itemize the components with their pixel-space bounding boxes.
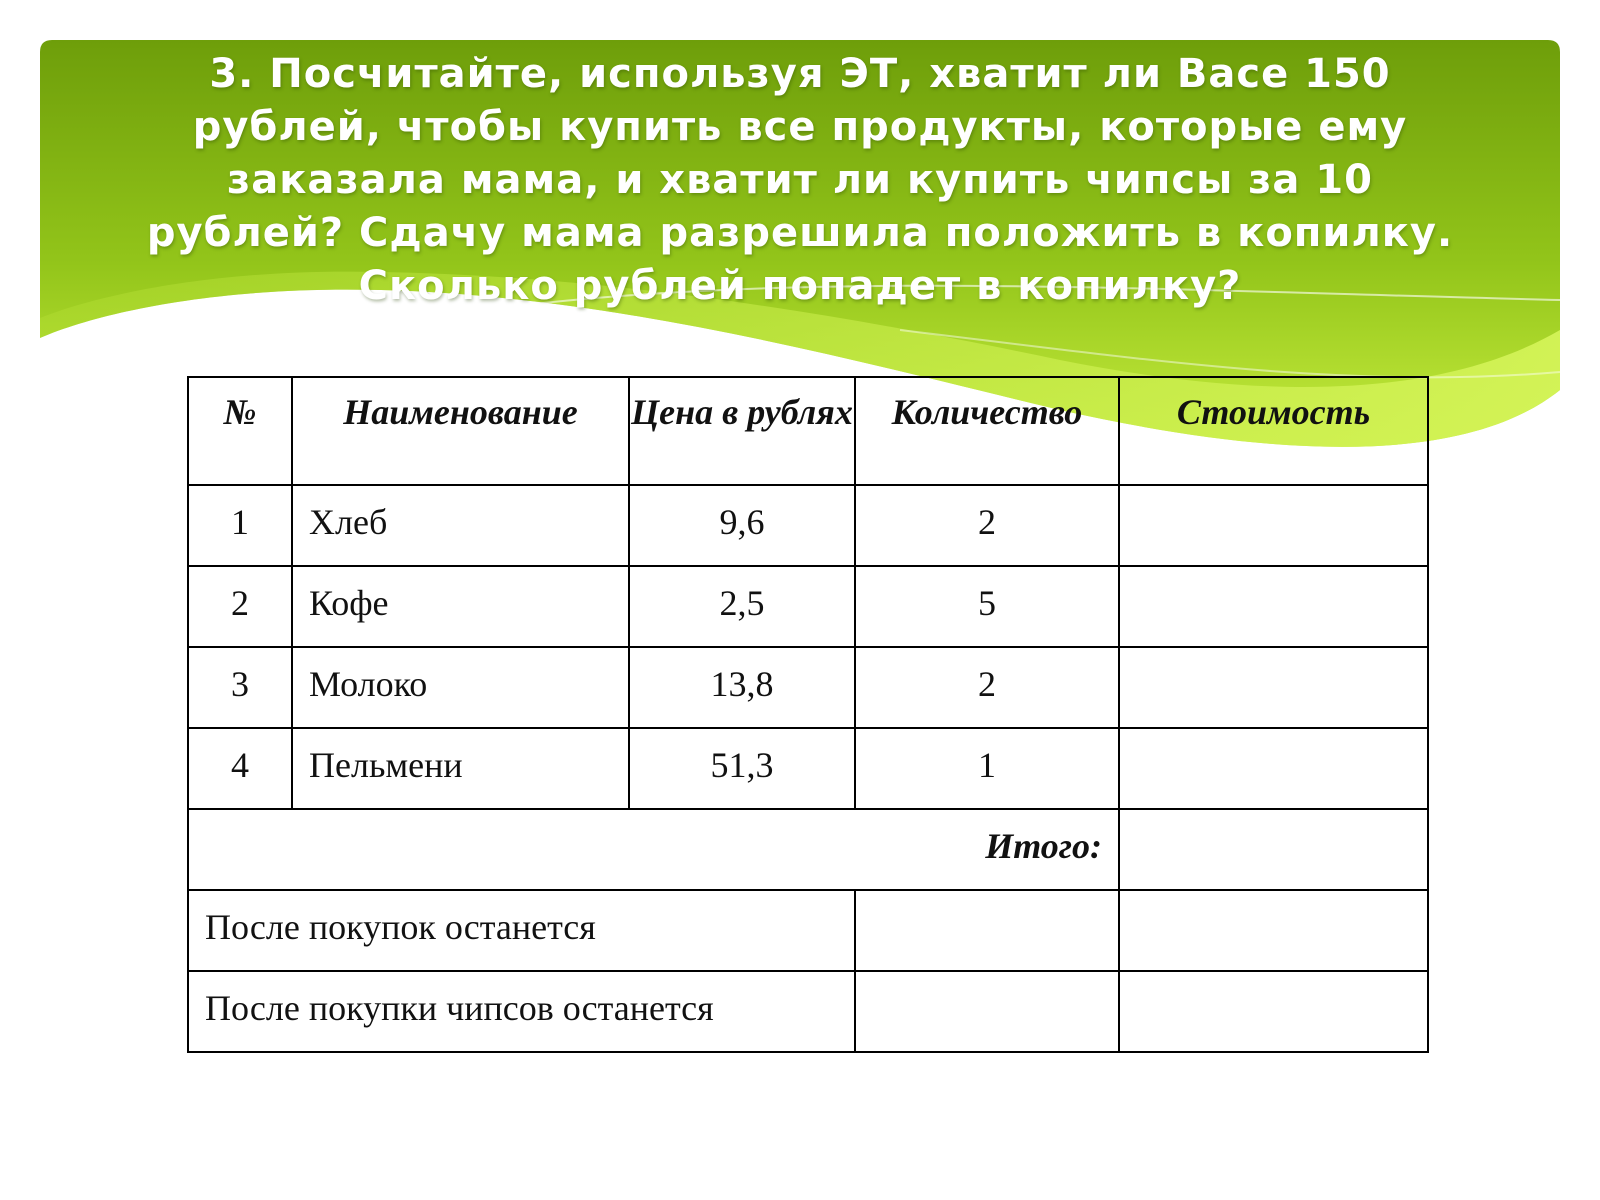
cell-num: 1 <box>188 485 292 566</box>
cell-num: 3 <box>188 647 292 728</box>
cell-price: 9,6 <box>629 485 855 566</box>
cell-price: 2,5 <box>629 566 855 647</box>
table-row <box>188 728 1428 809</box>
cell-num: 2 <box>188 566 292 647</box>
cell-cost[interactable] <box>1119 728 1428 809</box>
remaining-after-purchases-row <box>188 890 1428 971</box>
cell-num: 4 <box>188 728 292 809</box>
remaining-after-chips-label: После покупки чипсов останется <box>188 971 855 1052</box>
cell-qty: 2 <box>855 647 1119 728</box>
task-title: 3. Посчитайте, используя ЭТ, хватит ли Васе 150 рублей, чтобы купить все продукты, которые ему заказала мама, и хватит ли купить чипсы за 10 рублей? Сдачу мама разрешила положить в копилку. Сколько рублей попадет в копилку? <box>146 51 1454 309</box>
total-row <box>188 809 1428 890</box>
total-value-cell[interactable] <box>1119 809 1428 890</box>
remaining-after-purchases-value-cell[interactable] <box>1119 890 1428 971</box>
cell-cost[interactable] <box>1119 485 1428 566</box>
total-label: Итого: <box>188 809 1119 890</box>
table-row <box>188 566 1428 647</box>
cell-name: Пельмени <box>292 728 629 809</box>
remaining-after-chips-value-cell[interactable] <box>1119 971 1428 1052</box>
cell-price: 51,3 <box>629 728 855 809</box>
remaining-after-chips-cell[interactable] <box>855 971 1119 1052</box>
remaining-after-purchases-cell[interactable] <box>855 890 1119 971</box>
cell-price: 13,8 <box>629 647 855 728</box>
header-cost: Стоимость <box>1119 377 1428 485</box>
cell-cost[interactable] <box>1119 647 1428 728</box>
cell-cost[interactable] <box>1119 566 1428 647</box>
cell-qty: 1 <box>855 728 1119 809</box>
header-price: Цена в рублях <box>629 377 855 485</box>
table-header-row <box>188 377 1428 485</box>
products-table <box>187 376 1429 1053</box>
table-row <box>188 485 1428 566</box>
remaining-after-purchases-label: После покупок останется <box>188 890 855 971</box>
cell-name: Молоко <box>292 647 629 728</box>
cell-qty: 2 <box>855 485 1119 566</box>
remaining-after-chips-row <box>188 971 1428 1052</box>
cell-name: Хлеб <box>292 485 629 566</box>
table-row <box>188 647 1428 728</box>
header-qty: Количество <box>855 377 1119 485</box>
header-num: № <box>188 377 292 485</box>
cell-name: Кофе <box>292 566 629 647</box>
header-name: Наименование <box>292 377 629 485</box>
cell-qty: 5 <box>855 566 1119 647</box>
